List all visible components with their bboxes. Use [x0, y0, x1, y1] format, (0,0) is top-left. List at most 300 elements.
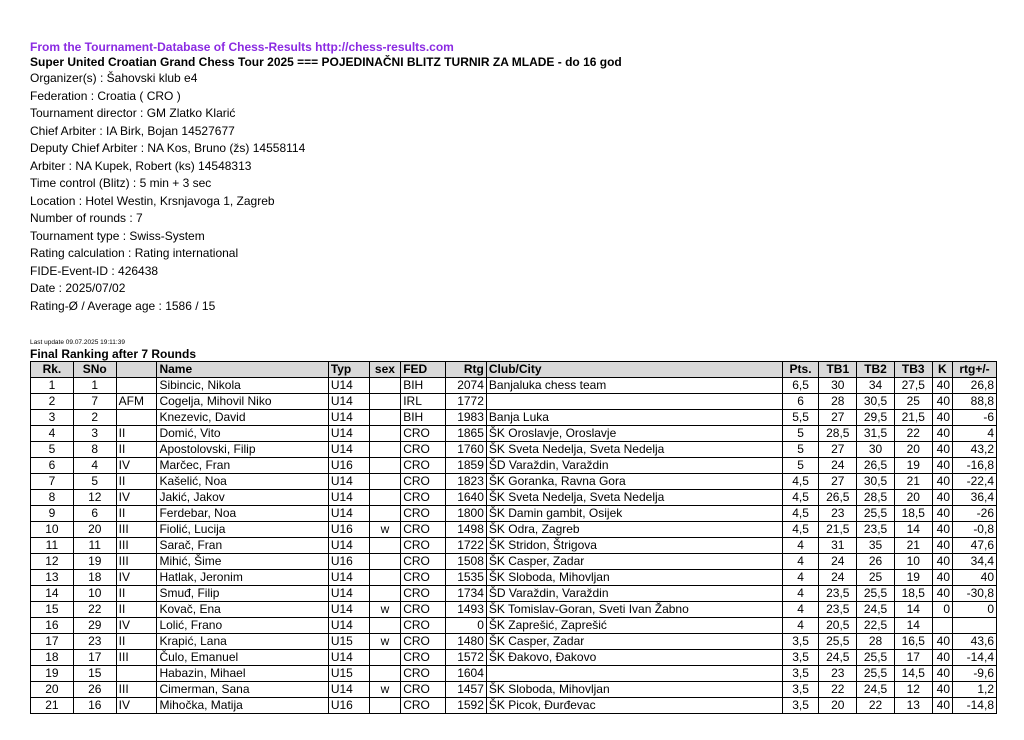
cell-tb2: 25,5 — [857, 666, 895, 682]
table-row — [31, 650, 997, 666]
cell-type: U15 — [328, 634, 369, 650]
cell-tb3: 17 — [894, 650, 932, 666]
cell-start-number: 19 — [73, 554, 116, 570]
cell-title — [116, 410, 157, 426]
cell-tb1: 27 — [819, 410, 857, 426]
cell-title: II — [116, 442, 157, 458]
cell-k-factor: 40 — [932, 554, 952, 570]
cell-sex — [369, 474, 401, 490]
column-header-k-factor: K — [932, 362, 952, 378]
cell-sex — [369, 506, 401, 522]
cell-sex — [369, 490, 401, 506]
table-row — [31, 634, 997, 650]
cell-title: III — [116, 522, 157, 538]
cell-rating: 1640 — [446, 490, 487, 506]
cell-points: 4 — [782, 586, 819, 602]
cell-tb1: 30 — [819, 378, 857, 394]
cell-club: ŠK Casper, Zadar — [486, 634, 782, 650]
cell-tb1: 25,5 — [819, 634, 857, 650]
cell-points: 5,5 — [782, 410, 819, 426]
cell-rating-change: 43,2 — [953, 442, 997, 458]
cell-points: 3,5 — [782, 666, 819, 682]
cell-rank: 2 — [31, 394, 74, 410]
cell-name: Kašelić, Noa — [157, 474, 328, 490]
cell-type: U16 — [328, 458, 369, 474]
cell-sex — [369, 442, 401, 458]
cell-tb3: 21,5 — [894, 410, 932, 426]
cell-k-factor: 40 — [932, 458, 952, 474]
cell-k-factor: 40 — [932, 666, 952, 682]
cell-tb1: 24,5 — [819, 650, 857, 666]
cell-tb2: 22 — [857, 698, 895, 714]
cell-rating: 0 — [446, 618, 487, 634]
cell-type: U14 — [328, 570, 369, 586]
cell-type: U14 — [328, 490, 369, 506]
info-line: Time control (Blitz) : 5 min + 3 sec — [30, 176, 212, 190]
cell-rank: 19 — [31, 666, 74, 682]
cell-rating: 1865 — [446, 426, 487, 442]
cell-k-factor: 40 — [932, 650, 952, 666]
cell-rating: 1734 — [446, 586, 487, 602]
cell-start-number: 10 — [73, 586, 116, 602]
cell-type: U14 — [328, 586, 369, 602]
cell-club: ŠK Sloboda, Mihovljan — [486, 570, 782, 586]
column-header-rank: Rk. — [31, 362, 74, 378]
cell-rank: 11 — [31, 538, 74, 554]
cell-title: IV — [116, 490, 157, 506]
cell-tb1: 28,5 — [819, 426, 857, 442]
cell-type: U14 — [328, 378, 369, 394]
column-header-title — [116, 362, 157, 378]
cell-points: 6,5 — [782, 378, 819, 394]
cell-rank: 9 — [31, 506, 74, 522]
cell-title: II — [116, 506, 157, 522]
cell-federation: IRL — [401, 394, 446, 410]
cell-k-factor: 40 — [932, 506, 952, 522]
cell-points: 3,5 — [782, 682, 819, 698]
cell-federation: CRO — [401, 666, 446, 682]
cell-tb1: 31 — [819, 538, 857, 554]
cell-title: II — [116, 474, 157, 490]
cell-type: U14 — [328, 426, 369, 442]
cell-type: U14 — [328, 602, 369, 618]
cell-start-number: 15 — [73, 666, 116, 682]
cell-title: IV — [116, 458, 157, 474]
cell-federation: BIH — [401, 410, 446, 426]
table-row — [31, 442, 997, 458]
cell-start-number: 11 — [73, 538, 116, 554]
tournament-info — [30, 70, 1024, 315]
cell-k-factor: 40 — [932, 570, 952, 586]
cell-tb1: 28 — [819, 394, 857, 410]
cell-title: II — [116, 586, 157, 602]
cell-points: 5 — [782, 442, 819, 458]
cell-rating-change: 40 — [953, 570, 997, 586]
cell-tb2: 30,5 — [857, 394, 895, 410]
cell-name: Apostolovski, Filip — [157, 442, 328, 458]
cell-name: Jakić, Jakov — [157, 490, 328, 506]
cell-tb3: 19 — [894, 458, 932, 474]
cell-type: U14 — [328, 618, 369, 634]
cell-name: Mihić, Šime — [157, 554, 328, 570]
cell-federation: CRO — [401, 618, 446, 634]
info-line: Location : Hotel Westin, Krsnjavoga 1, Zagreb — [30, 193, 275, 208]
cell-tb1: 27 — [819, 474, 857, 490]
cell-federation: CRO — [401, 554, 446, 570]
cell-type: U16 — [328, 698, 369, 714]
cell-name: Fiolić, Lucija — [157, 522, 328, 538]
cell-title: IV — [116, 618, 157, 634]
cell-title — [116, 666, 157, 682]
cell-rating: 1480 — [446, 634, 487, 650]
cell-start-number: 5 — [73, 474, 116, 490]
cell-rating: 1508 — [446, 554, 487, 570]
source-line[interactable]: From the Tournament-Database of Chess-Results http://chess-results.com — [30, 40, 454, 54]
info-line: Organizer(s) : Šahovski klub e4 — [30, 71, 198, 85]
cell-tb2: 31,5 — [857, 426, 895, 442]
cell-sex — [369, 618, 401, 634]
table-row — [31, 554, 997, 570]
cell-tb3: 13 — [894, 698, 932, 714]
cell-name: Smuđ, Filip — [157, 586, 328, 602]
cell-start-number: 18 — [73, 570, 116, 586]
cell-rating: 1760 — [446, 442, 487, 458]
cell-rating: 1604 — [446, 666, 487, 682]
cell-k-factor: 40 — [932, 522, 952, 538]
cell-points: 4 — [782, 602, 819, 618]
cell-tb1: 24 — [819, 570, 857, 586]
cell-name: Sarač, Fran — [157, 538, 328, 554]
cell-start-number: 12 — [73, 490, 116, 506]
cell-name: Domić, Vito — [157, 426, 328, 442]
cell-k-factor — [932, 618, 952, 634]
cell-tb3: 16,5 — [894, 634, 932, 650]
cell-tb2: 25,5 — [857, 586, 895, 602]
cell-rank: 14 — [31, 586, 74, 602]
cell-k-factor: 40 — [932, 394, 952, 410]
cell-start-number: 7 — [73, 394, 116, 410]
cell-tb3: 19 — [894, 570, 932, 586]
cell-rating: 1498 — [446, 522, 487, 538]
cell-k-factor: 0 — [932, 602, 952, 618]
cell-points: 4 — [782, 538, 819, 554]
cell-type: U14 — [328, 682, 369, 698]
cell-federation: CRO — [401, 522, 446, 538]
cell-tb3: 20 — [894, 442, 932, 458]
cell-tb1: 26,5 — [819, 490, 857, 506]
cell-rating-change: -30,8 — [953, 586, 997, 602]
cell-club — [486, 394, 782, 410]
cell-club: ŠK Oroslavje, Oroslavje — [486, 426, 782, 442]
cell-rank: 18 — [31, 650, 74, 666]
info-line: Chief Arbiter : IA Birk, Bojan 14527677 — [30, 123, 235, 138]
cell-rating-change: 0 — [953, 602, 997, 618]
cell-tb2: 22,5 — [857, 618, 895, 634]
cell-type: U14 — [328, 538, 369, 554]
cell-rating: 1983 — [446, 410, 487, 426]
cell-title: III — [116, 554, 157, 570]
info-line: Arbiter : NA Kupek, Robert (ks) 14548313 — [30, 158, 252, 173]
cell-federation: CRO — [401, 602, 446, 618]
cell-federation: CRO — [401, 682, 446, 698]
cell-tb1: 24 — [819, 554, 857, 570]
table-row — [31, 586, 997, 602]
cell-sex — [369, 458, 401, 474]
cell-rank: 20 — [31, 682, 74, 698]
cell-start-number: 29 — [73, 618, 116, 634]
cell-club: Banjaluka chess team — [486, 378, 782, 394]
cell-rating-change: -9,6 — [953, 666, 997, 682]
cell-tb2: 23,5 — [857, 522, 895, 538]
cell-title: III — [116, 650, 157, 666]
cell-club: ŠK Đakovo, Đakovo — [486, 650, 782, 666]
cell-name: Knezevic, David — [157, 410, 328, 426]
cell-rank: 21 — [31, 698, 74, 714]
cell-club — [486, 666, 782, 682]
table-row — [31, 618, 997, 634]
cell-federation: CRO — [401, 490, 446, 506]
cell-federation: CRO — [401, 538, 446, 554]
cell-tb2: 24,5 — [857, 682, 895, 698]
cell-points: 4 — [782, 554, 819, 570]
cell-tb2: 35 — [857, 538, 895, 554]
table-row — [31, 666, 997, 682]
cell-k-factor: 40 — [932, 490, 952, 506]
column-header-club: Club/City — [486, 362, 782, 378]
cell-rank: 10 — [31, 522, 74, 538]
cell-rating: 1592 — [446, 698, 487, 714]
table-row — [31, 538, 997, 554]
cell-name: Hatlak, Jeronim — [157, 570, 328, 586]
cell-k-factor: 40 — [932, 442, 952, 458]
cell-sex — [369, 394, 401, 410]
cell-tb2: 26,5 — [857, 458, 895, 474]
cell-sex — [369, 570, 401, 586]
cell-sex — [369, 554, 401, 570]
cell-federation: CRO — [401, 442, 446, 458]
cell-points: 4,5 — [782, 506, 819, 522]
cell-rating-change: 4 — [953, 426, 997, 442]
cell-type: U14 — [328, 410, 369, 426]
cell-club: ŠK Casper, Zadar — [486, 554, 782, 570]
cell-title: II — [116, 426, 157, 442]
cell-tb2: 28 — [857, 634, 895, 650]
cell-rating-change: 26,8 — [953, 378, 997, 394]
table-row — [31, 474, 997, 490]
cell-club: ŠD Varaždin, Varaždin — [486, 586, 782, 602]
cell-rank: 8 — [31, 490, 74, 506]
table-row — [31, 490, 997, 506]
cell-title: II — [116, 602, 157, 618]
table-body — [31, 378, 997, 714]
section-title: Final Ranking after 7 Rounds — [30, 347, 197, 361]
cell-rating: 1859 — [446, 458, 487, 474]
table-header-row — [31, 362, 997, 378]
cell-rank: 6 — [31, 458, 74, 474]
cell-points: 5 — [782, 458, 819, 474]
cell-name: Krapić, Lana — [157, 634, 328, 650]
last-update: Last update 09.07.2025 19:11:39 — [30, 339, 125, 346]
column-header-tb1: TB1 — [819, 362, 857, 378]
cell-tb2: 28,5 — [857, 490, 895, 506]
cell-rank: 1 — [31, 378, 74, 394]
cell-type: U14 — [328, 442, 369, 458]
cell-start-number: 17 — [73, 650, 116, 666]
cell-name: Kovač, Ena — [157, 602, 328, 618]
table-row — [31, 458, 997, 474]
cell-rating-change: -16,8 — [953, 458, 997, 474]
info-line: Tournament director : GM Zlatko Klarić — [30, 106, 236, 120]
cell-title: IV — [116, 570, 157, 586]
cell-k-factor: 40 — [932, 698, 952, 714]
cell-club: ŠK Damin gambit, Osijek — [486, 506, 782, 522]
cell-club: ŠK Tomislav-Goran, Sveti Ivan Žabno — [486, 602, 782, 618]
cell-club: Banja Luka — [486, 410, 782, 426]
cell-rank: 15 — [31, 602, 74, 618]
cell-title: III — [116, 538, 157, 554]
cell-sex — [369, 426, 401, 442]
cell-rating: 1772 — [446, 394, 487, 410]
cell-sex — [369, 586, 401, 602]
cell-club: ŠK Stridon, Štrigova — [486, 538, 782, 554]
cell-tb3: 18,5 — [894, 506, 932, 522]
cell-tb3: 14 — [894, 618, 932, 634]
cell-tb1: 23,5 — [819, 602, 857, 618]
cell-points: 4 — [782, 570, 819, 586]
cell-sex: w — [369, 602, 401, 618]
cell-points: 4,5 — [782, 474, 819, 490]
cell-rating-change: -22,4 — [953, 474, 997, 490]
cell-points: 3,5 — [782, 698, 819, 714]
cell-rating: 1722 — [446, 538, 487, 554]
cell-k-factor: 40 — [932, 410, 952, 426]
cell-tb2: 30 — [857, 442, 895, 458]
column-header-name: Name — [157, 362, 328, 378]
column-header-rating-change: rtg+/- — [953, 362, 997, 378]
cell-club: ŠK Sveta Nedelja, Sveta Nedelja — [486, 442, 782, 458]
cell-tb2: 24,5 — [857, 602, 895, 618]
table-row — [31, 522, 997, 538]
cell-tb1: 23,5 — [819, 586, 857, 602]
cell-start-number: 1 — [73, 378, 116, 394]
cell-sex: w — [369, 522, 401, 538]
cell-type: U16 — [328, 522, 369, 538]
column-header-tb3: TB3 — [894, 362, 932, 378]
cell-rating-change: 34,4 — [953, 554, 997, 570]
cell-rating: 1572 — [446, 650, 487, 666]
column-header-type: Typ — [328, 362, 369, 378]
cell-name: Sibincic, Nikola — [157, 378, 328, 394]
table-row — [31, 570, 997, 586]
cell-start-number: 22 — [73, 602, 116, 618]
cell-sex — [369, 666, 401, 682]
cell-federation: CRO — [401, 474, 446, 490]
cell-name: Lolić, Frano — [157, 618, 328, 634]
cell-title: III — [116, 682, 157, 698]
cell-type: U14 — [328, 650, 369, 666]
cell-points: 5 — [782, 426, 819, 442]
cell-rating: 1800 — [446, 506, 487, 522]
cell-title: IV — [116, 698, 157, 714]
cell-tb3: 18,5 — [894, 586, 932, 602]
cell-start-number: 2 — [73, 410, 116, 426]
cell-club: ŠK Sveta Nedelja, Sveta Nedelja — [486, 490, 782, 506]
info-line: Federation : Croatia ( CRO ) — [30, 88, 181, 103]
cell-club: ŠK Goranka, Ravna Gora — [486, 474, 782, 490]
table-row — [31, 602, 997, 618]
cell-rank: 4 — [31, 426, 74, 442]
cell-rating-change: 36,4 — [953, 490, 997, 506]
info-line: Date : 2025/07/02 — [30, 281, 126, 295]
cell-name: Marčec, Fran — [157, 458, 328, 474]
cell-rank: 5 — [31, 442, 74, 458]
cell-federation: CRO — [401, 570, 446, 586]
cell-tb3: 14 — [894, 522, 932, 538]
cell-club: ŠK Sloboda, Mihovljan — [486, 682, 782, 698]
cell-rating: 2074 — [446, 378, 487, 394]
cell-start-number: 6 — [73, 506, 116, 522]
table-row — [31, 698, 997, 714]
cell-start-number: 16 — [73, 698, 116, 714]
table-row — [31, 378, 997, 394]
cell-federation: CRO — [401, 506, 446, 522]
cell-k-factor: 40 — [932, 538, 952, 554]
cell-points: 3,5 — [782, 634, 819, 650]
cell-name: Cimerman, Sana — [157, 682, 328, 698]
table-row — [31, 394, 997, 410]
cell-tb1: 24 — [819, 458, 857, 474]
cell-rating: 1457 — [446, 682, 487, 698]
cell-federation: CRO — [401, 650, 446, 666]
cell-tb3: 20 — [894, 490, 932, 506]
cell-tb2: 30,5 — [857, 474, 895, 490]
info-line: FIDE-Event-ID : 426438 — [30, 263, 159, 278]
cell-rank: 16 — [31, 618, 74, 634]
cell-tb3: 10 — [894, 554, 932, 570]
column-header-rating: Rtg — [446, 362, 487, 378]
cell-sex — [369, 410, 401, 426]
cell-tb3: 27,5 — [894, 378, 932, 394]
cell-rating-change — [953, 618, 997, 634]
cell-rank: 17 — [31, 634, 74, 650]
info-line: Rating-Ø / Average age : 1586 / 15 — [30, 298, 216, 313]
cell-points: 4 — [782, 618, 819, 634]
cell-sex — [369, 698, 401, 714]
cell-start-number: 26 — [73, 682, 116, 698]
cell-type: U14 — [328, 394, 369, 410]
cell-k-factor: 40 — [932, 634, 952, 650]
cell-k-factor: 40 — [932, 586, 952, 602]
table-row — [31, 506, 997, 522]
cell-type: U16 — [328, 554, 369, 570]
column-header-tb2: TB2 — [857, 362, 895, 378]
cell-rank: 13 — [31, 570, 74, 586]
cell-start-number: 3 — [73, 426, 116, 442]
cell-tb1: 20 — [819, 698, 857, 714]
cell-rating-change: 43,6 — [953, 634, 997, 650]
cell-name: Habazin, Mihael — [157, 666, 328, 682]
cell-rating-change: -0,8 — [953, 522, 997, 538]
cell-federation: BIH — [401, 378, 446, 394]
cell-federation: CRO — [401, 634, 446, 650]
cell-start-number: 20 — [73, 522, 116, 538]
cell-points: 3,5 — [782, 650, 819, 666]
table-row — [31, 682, 997, 698]
cell-k-factor: 40 — [932, 426, 952, 442]
cell-tb3: 21 — [894, 538, 932, 554]
cell-tb3: 12 — [894, 682, 932, 698]
tournament-title: Super United Croatian Grand Chess Tour 2025 === POJEDINAČNI BLITZ TURNIR ZA MLADE - do 16 god — [30, 55, 622, 69]
